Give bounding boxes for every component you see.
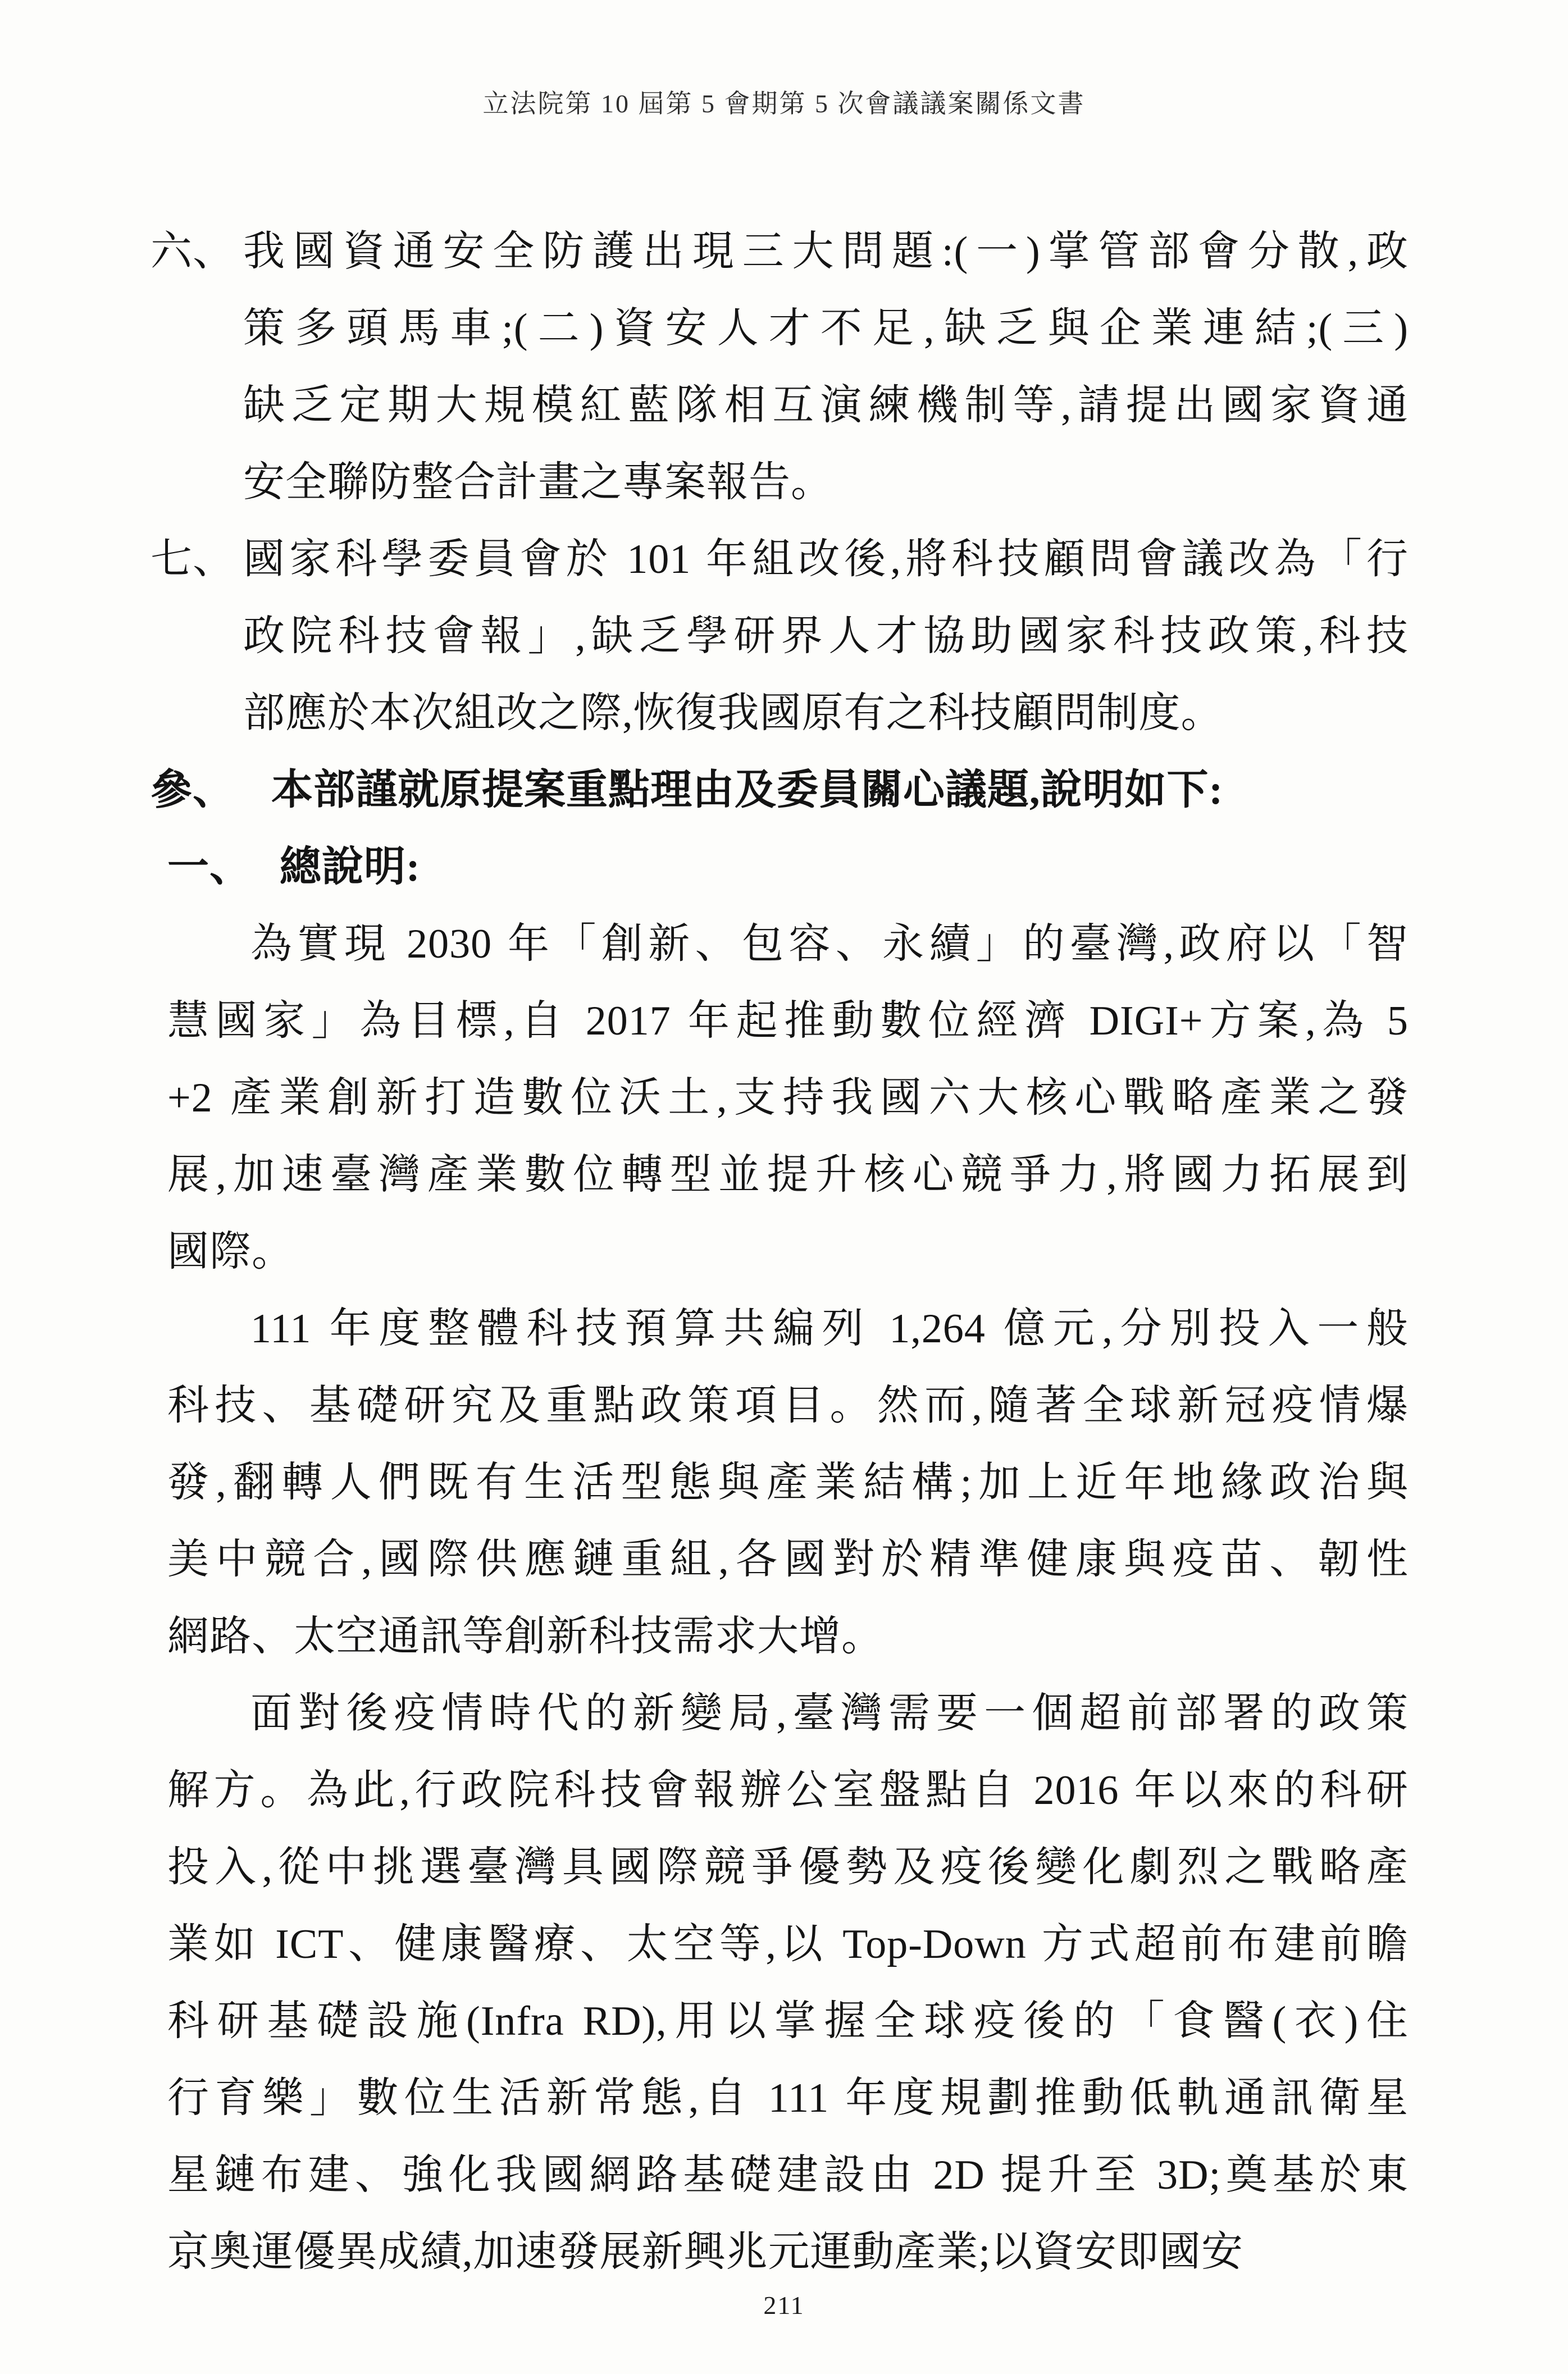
text-line: 科研基礎設施(Infra RD),用以掌握全球疫後的「食醫(衣)住	[167, 1998, 1409, 2044]
list-item	[151, 521, 1409, 752]
heading	[151, 752, 1409, 829]
text-line: 慧國家」為目標,自 2017 年起推動數位經濟 DIGI+方案,為 5	[167, 998, 1409, 1044]
paragraph	[167, 906, 1409, 1291]
text-line: 策多頭馬車;(二)資安人才不足,缺乏與企業連結;(三)	[243, 306, 1409, 352]
text-line: 國家科學委員會於 101 年組改後,將科技顧問會議改為「行	[243, 536, 1409, 582]
text-line: +2 產業創新打造數位沃土,支持我國六大核心戰略產業之發	[167, 1075, 1409, 1121]
text-line: 美中競合,國際供應鏈重組,各國對於精準健康與疫苗、韌性	[167, 1537, 1409, 1583]
text-lines	[167, 906, 1409, 1291]
text-line: 京奧運優異成績,加速發展新興兆元運動產業;以資安即國安	[167, 2229, 1244, 2275]
text-line: 部應於本次組改之際,恢復我國原有之科技顧問制度。	[243, 690, 1223, 736]
text-line: 網路、太空通訊等創新科技需求大增。	[167, 1614, 883, 1660]
text-line: 政院科技會報」,缺乏學研界人才協助國家科技政策,科技	[243, 613, 1409, 659]
text-lines	[167, 1291, 1409, 1675]
item-label: 一、	[167, 844, 252, 890]
text-line: 發,翻轉人們既有生活型態與產業結構;加上近年地緣政治與	[167, 1460, 1409, 1506]
document-body	[151, 213, 1409, 2291]
text-line: 面對後疫情時代的新變局,臺灣需要一個超前部署的政策	[250, 1690, 1409, 1737]
paragraph	[167, 1291, 1409, 1675]
text-line: 本部謹就原提案重點理由及委員關心議題,說明如下:	[271, 767, 1224, 813]
text-lines	[243, 521, 1409, 752]
text-line: 業如 ICT、健康醫療、太空等,以 Top-Down 方式超前布建前瞻	[167, 1921, 1409, 1967]
item-label: 七、	[151, 536, 235, 582]
text-line: 投入,從中挑選臺灣具國際競爭優勢及疫後變化劇烈之戰略產	[167, 1844, 1409, 1890]
text-line: 行育樂」數位生活新常態,自 111 年度規劃推動低軌通訊衛星	[167, 2075, 1409, 2121]
document-header: 立法院第 10 屆第 5 會期第 5 次會議議案關係文書	[482, 89, 1086, 118]
text-line: 總說明:	[280, 844, 421, 890]
text-line: 國際。	[167, 1229, 294, 1275]
heading2	[167, 829, 1409, 906]
text-line: 缺乏定期大規模紅藍隊相互演練機制等,請提出國家資通	[243, 382, 1409, 429]
page-number: 211	[763, 2291, 805, 2320]
text-line: 111 年度整體科技預算共編列 1,264 億元,分別投入一般	[250, 1306, 1409, 1352]
text-lines	[280, 829, 1409, 906]
list-item	[151, 213, 1409, 521]
text-line: 安全聯防整合計畫之專案報告。	[243, 459, 833, 505]
item-label: 六、	[151, 229, 235, 275]
item-label: 參、	[151, 767, 235, 813]
text-line: 解方。為此,行政院科技會報辦公室盤點自 2016 年以來的科研	[167, 1767, 1409, 1813]
text-line: 星鏈布建、強化我國網路基礎建設由 2D 提升至 3D;奠基於東	[167, 2152, 1409, 2198]
text-line: 為實現 2030 年「創新、包容、永續」的臺灣,政府以「智	[250, 921, 1409, 967]
text-line: 我國資通安全防護出現三大問題:(一)掌管部會分散,政	[243, 229, 1409, 275]
text-lines	[167, 1675, 1409, 2291]
text-line: 科技、基礎研究及重點政策項目。然而,隨著全球新冠疫情爆	[167, 1383, 1409, 1429]
paragraph	[167, 1675, 1409, 2291]
text-line: 展,加速臺灣產業數位轉型並提升核心競爭力,將國力拓展到	[167, 1152, 1409, 1198]
text-lines	[243, 213, 1409, 521]
text-lines	[271, 752, 1409, 829]
